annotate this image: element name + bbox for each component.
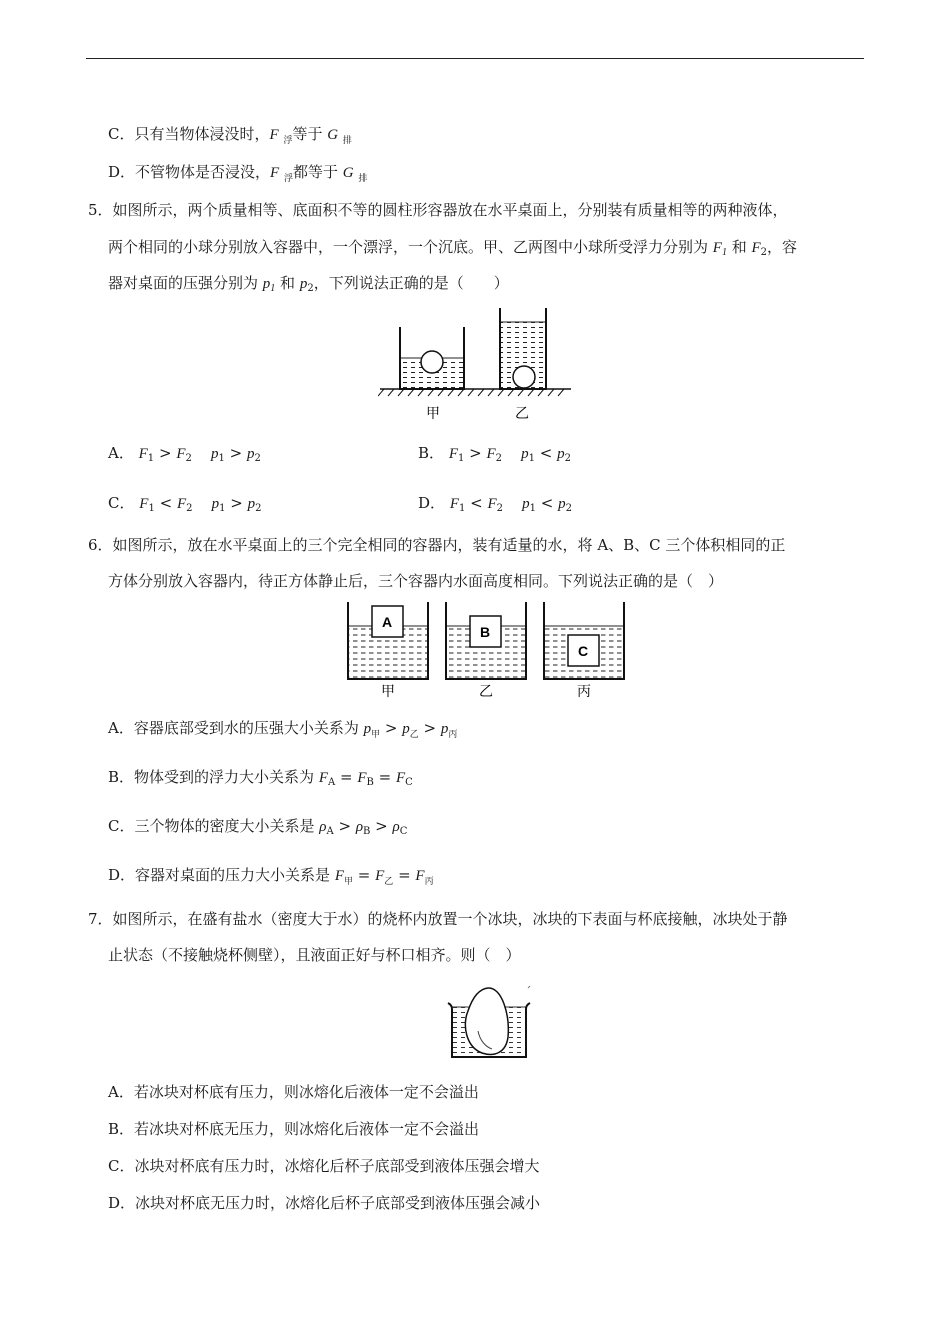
q7-stem-line2: 止状态（不接触烧杯侧壁），且液面正好与杯口相齐。则（ ） <box>108 946 521 964</box>
q5-container-jia <box>400 327 464 389</box>
q6-label-jia: 甲 <box>381 684 395 700</box>
q6-block-c-label: C <box>578 643 589 659</box>
q7-stem-line1: 7．如图所示，在盛有盐水（密度大于水）的烧杯内放置一个冰块，冰块的下表面与杯底接触，冰块处于静 <box>88 910 788 928</box>
q6-stem-line1: 6．如图所示，放在水平桌面上的三个完全相同的容器内，装有适量的水，将 A、B、C 三个体积相同的正 <box>88 536 786 554</box>
q7-ice-block <box>465 988 508 1054</box>
q6-container-bing <box>544 602 624 679</box>
q5-figure <box>378 300 573 430</box>
q5-ball-floating <box>421 351 443 373</box>
q5-stem-line1: 5．如图所示，两个质量相等、底面积不等的圆柱形容器放在水平桌面上，分别装有质量相等的两种液体， <box>88 201 788 219</box>
q6-label-yi: 乙 <box>479 684 493 700</box>
q5-stem-line2: 两个相同的小球分别放入容器中，一个漂浮，一个沉底。甲、乙两图中小球所受浮力分别为 $F_1$ 和 $F_2$，容 <box>108 238 798 258</box>
q6-stem-line2: 方体分别放入容器内，待正方体静止后，三个容器内水面高度相同。下列说法正确的是（ ） <box>108 572 724 590</box>
q6-block-b-label: B <box>480 624 491 640</box>
q6-container-jia <box>348 602 428 679</box>
q5-option-c[interactable]: C． $F_1 < F_2$ $p_1 > p_2$ <box>108 494 262 514</box>
q5-option-b[interactable]: B． $F_1 > F_2$ $p_1 < p_2$ <box>418 444 572 464</box>
q6-container-yi <box>446 602 526 679</box>
q4-option-d[interactable]: D．不管物体是否浸没，F $_浮$都等于 G $_排$ <box>108 163 368 184</box>
q5-container-yi <box>500 308 546 389</box>
q6-option-a[interactable]: A．容器底部受到水的压强大小关系为 $p_甲 > p_乙 > p_丙$ <box>108 719 458 740</box>
q5-label-yi: 乙 <box>515 406 529 422</box>
q7-option-a[interactable]: A．若冰块对杯底有压力，则冰熔化后液体一定不会溢出 <box>108 1083 479 1101</box>
q6-block-a-label: A <box>382 614 393 630</box>
q5-ball-sunk <box>513 366 535 388</box>
q7-option-d[interactable]: D．冰块对杯底无压力时，冰熔化后杯子底部受到液体压强会减小 <box>108 1194 541 1212</box>
q6-figure <box>344 602 629 702</box>
q5-option-d[interactable]: D． $F_1 < F_2$ $p_1 < p_2$ <box>418 494 573 514</box>
q6-label-bing: 丙 <box>577 684 591 700</box>
q5-label-jia: 甲 <box>426 406 440 422</box>
q5-option-a[interactable]: A． $F_1 > F_2$ $p_1 > p_2$ <box>108 444 261 464</box>
q6-option-c[interactable]: C．三个物体的密度大小关系是 $\rho_A > \rho_B > \rho_C$ <box>108 817 408 837</box>
q7-figure <box>444 985 534 1061</box>
q7-option-c[interactable]: C．冰块对杯底有压力时，冰熔化后杯子底部受到液体压强会增大 <box>108 1157 540 1175</box>
q7-option-b[interactable]: B．若冰块对杯底无压力，则冰熔化后液体一定不会溢出 <box>108 1120 480 1138</box>
q6-option-d[interactable]: D．容器对桌面的压力大小关系是 $F_甲 = F_乙 = F_丙$ <box>108 866 434 887</box>
q4-option-c[interactable]: C．只有当物体浸没时，F $_浮$等于 G $_排$ <box>108 125 352 146</box>
q5-stem-line3: 器对桌面的压强分别为 $p_1$ 和 $p_2$，下列说法正确的是（ ） <box>108 274 509 294</box>
q6-option-b[interactable]: B．物体受到的浮力大小关系为 $F_A = F_B = F_C$ <box>108 768 413 788</box>
header-rule <box>86 58 864 59</box>
